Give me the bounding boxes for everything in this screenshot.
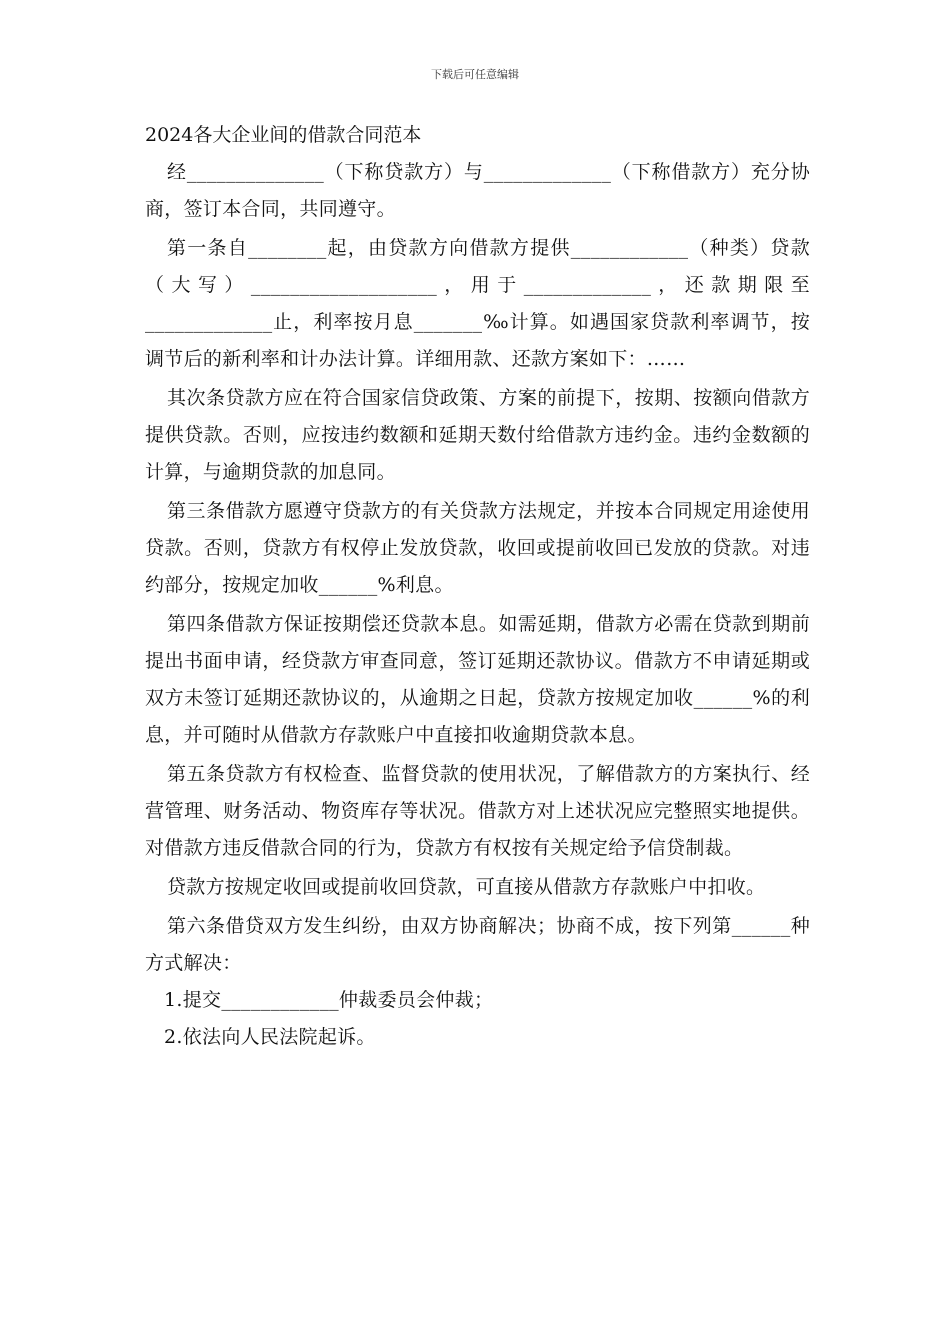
paragraph-article-4: 第四条借款方保证按期偿还贷款本息。如需延期，借款方必需在贷款到期前提出书面申请，经贷款方审查同意，签订延期还款协议。借款方不申请延期或双方未签订延期还款协议的，从逾期之日起，贷款方按规定加收______%的利息，并可随时从借款方存款账户中直接扣收逾期贷款本息。 [145, 613, 810, 746]
document-body [145, 118, 810, 1056]
document-title: 2024各大企业间的借款合同范本 [145, 124, 422, 146]
paragraph-article-2: 其次条贷款方应在符合国家信贷政策、方案的前提下，按期、按额向借款方提供贷款。否则，应按违约数额和延期天数付给借款方违约金。违约金数额的计算，与逾期贷款的加息同。 [145, 387, 810, 483]
paragraph-article-3: 第三条借款方愿遵守贷款方的有关贷款方法规定，并按本合同规定用途使用贷款。否则，贷款方有权停止发放贷款，收回或提前收回已发放的贷款。对违约部分，按规定加收______%利息。 [145, 500, 810, 596]
paragraph-parties: 经______________（下称贷款方）与_____________（下称借款方）充分协商，签订本合同，共同遵守。 [145, 161, 810, 220]
paragraph-article-5-supplement: 贷款方按规定收回或提前收回贷款，可直接从借款方存款账户中扣收。 [167, 876, 766, 898]
paragraph-article-5: 第五条贷款方有权检查、监督贷款的使用状况，了解借款方的方案执行、经营管理、财务活动、物资库存等状况。借款方对上述状况应完整照实地提供。对借款方违反借款合同的行为，贷款方有权按有关规定给予信贷制裁。 [145, 763, 810, 859]
paragraph-article-6: 第六条借贷双方发生纠纷，由双方协商解决；协商不成，按下列第______种方式解决： [145, 915, 810, 974]
paragraph-article-1: 第一条自________起，由贷款方向借款方提供____________（种类）贷款（大写）___________________，用于_____________，还款期限至_____________止，利率按月息_______‰计算。如遇国家贷款利率调节，按调节后的新利率和计办法计算。详细用款、还款方案如下：…… [145, 237, 810, 370]
page-header: 下载后可任意编辑 [431, 68, 519, 81]
list-item-litigation: 2.依法向人民法院起诉。 [164, 1026, 376, 1048]
list-item-arbitration: 1.提交____________仲裁委员会仲裁； [164, 989, 494, 1011]
